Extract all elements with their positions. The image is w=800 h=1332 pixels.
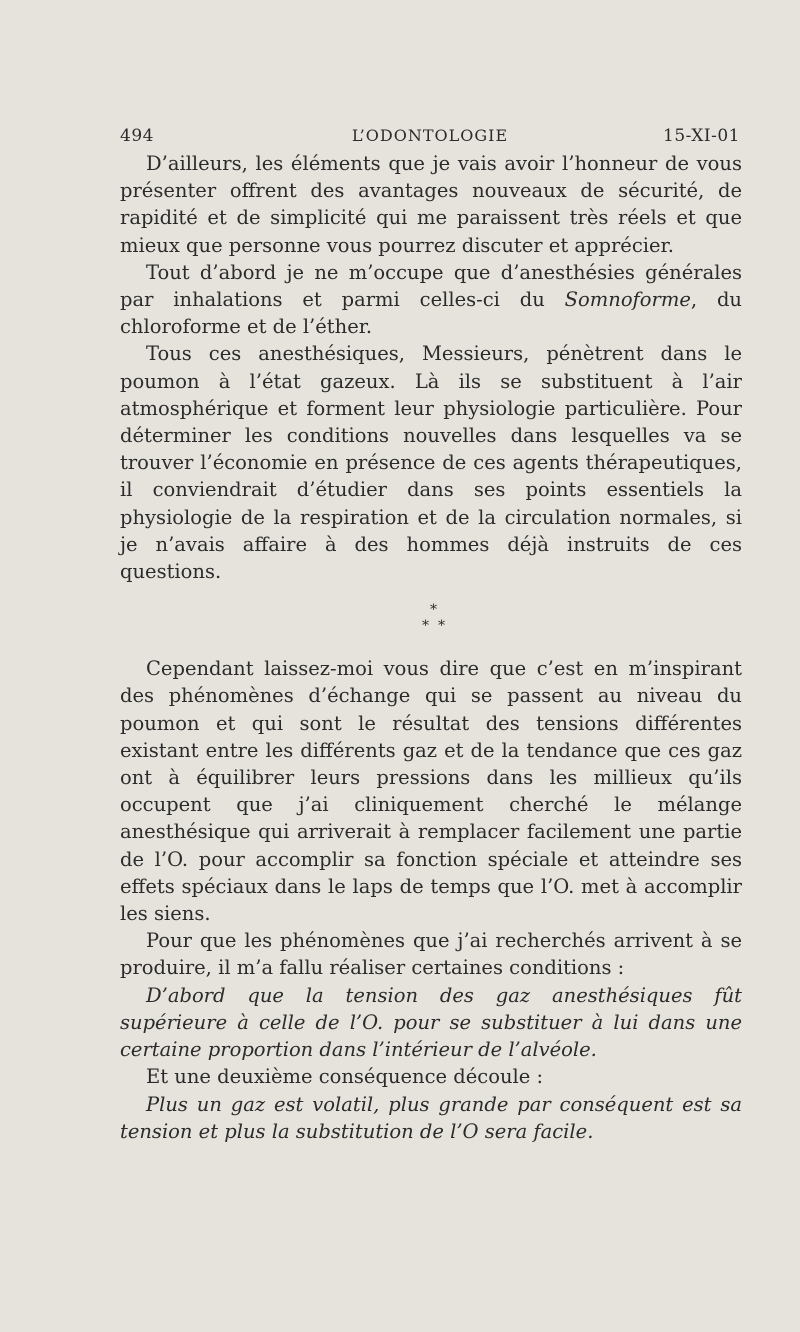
italic-paragraph: Plus un gaz est volatil, plus grande par conséquent est sa tension et plus la substitution de l’O sera facile. bbox=[120, 1092, 742, 1143]
journal-title: L’ODONTOLOGIE bbox=[351, 126, 509, 145]
italic-paragraph: D’abord que la tension des gaz anesthésiques fût supérieure à celle de l’O. pour se substituer à lui dans une certaine proportion dans l’intérieur de l’alvéole. bbox=[120, 983, 742, 1062]
paragraph: Et une deuxième conséquence découle : bbox=[146, 1065, 544, 1089]
paragraph: Tous ces anesthésiques, Messieurs, pénètrent dans le poumon à l’état gazeux. Là ils se substituent à l’air atmosphérique et forment leur physiologie particulière. Pour déterminer les conditions nouvelles dans lesquelles va se trouver l’économie en présence de ces agents thérapeutiques, il conviendrait d’étudier dans ses points essentiels la physiologie de la respiration et de la circulation normales, si je n’avais affaire à des hommes déjà instruits de ces questions. bbox=[120, 342, 742, 584]
paragraph: Pour que les phénomènes que j’ai recherchés arrivent à se produire, il m’a fallu réaliser certaines conditions : bbox=[120, 929, 742, 980]
page-number: 494 bbox=[120, 126, 154, 146]
issue-date: 15-XI-01 bbox=[663, 126, 740, 146]
paragraph: D’ailleurs, les éléments que je vais avoir l’honneur de vous présenter offrent des avantages nouveaux de sécurité, de rapidité et de simplicité qui me paraissent très réels et que mieux que personne vous pourrez discuter et apprécier. bbox=[120, 152, 742, 257]
body-text bbox=[120, 150, 742, 1145]
paragraph: Tout d’abord je ne m’occupe que d’anesthésies générales par inhalations et parmi celles-ci du Somnoforme, du chloroforme et de l’éther. bbox=[120, 260, 742, 339]
asterisk: * bbox=[438, 618, 445, 635]
italic-term: Somnoforme bbox=[564, 288, 691, 312]
running-head bbox=[120, 126, 740, 148]
paragraph: Cependant laissez-moi vous dire que c’est en m’inspirant des phénomènes d’échange qui se passent au niveau du poumon et qui sont le résultat des tensions différentes existant entre les différents gaz et de la tendance que ces gaz ont à équilibrer leurs pressions dans les millieux qu’ils occupent que j’ai cliniquement cherché le mélange anesthésique qui arriverait à remplacer facilement une partie de l’O. pour accomplir sa fonction spéciale et atteindre ses effets spéciaux dans le laps de temps que l’O. met à accomplir les siens. bbox=[120, 657, 742, 926]
asterisk: * bbox=[422, 618, 429, 635]
asterisk: * bbox=[430, 602, 437, 619]
section-separator bbox=[120, 585, 742, 655]
